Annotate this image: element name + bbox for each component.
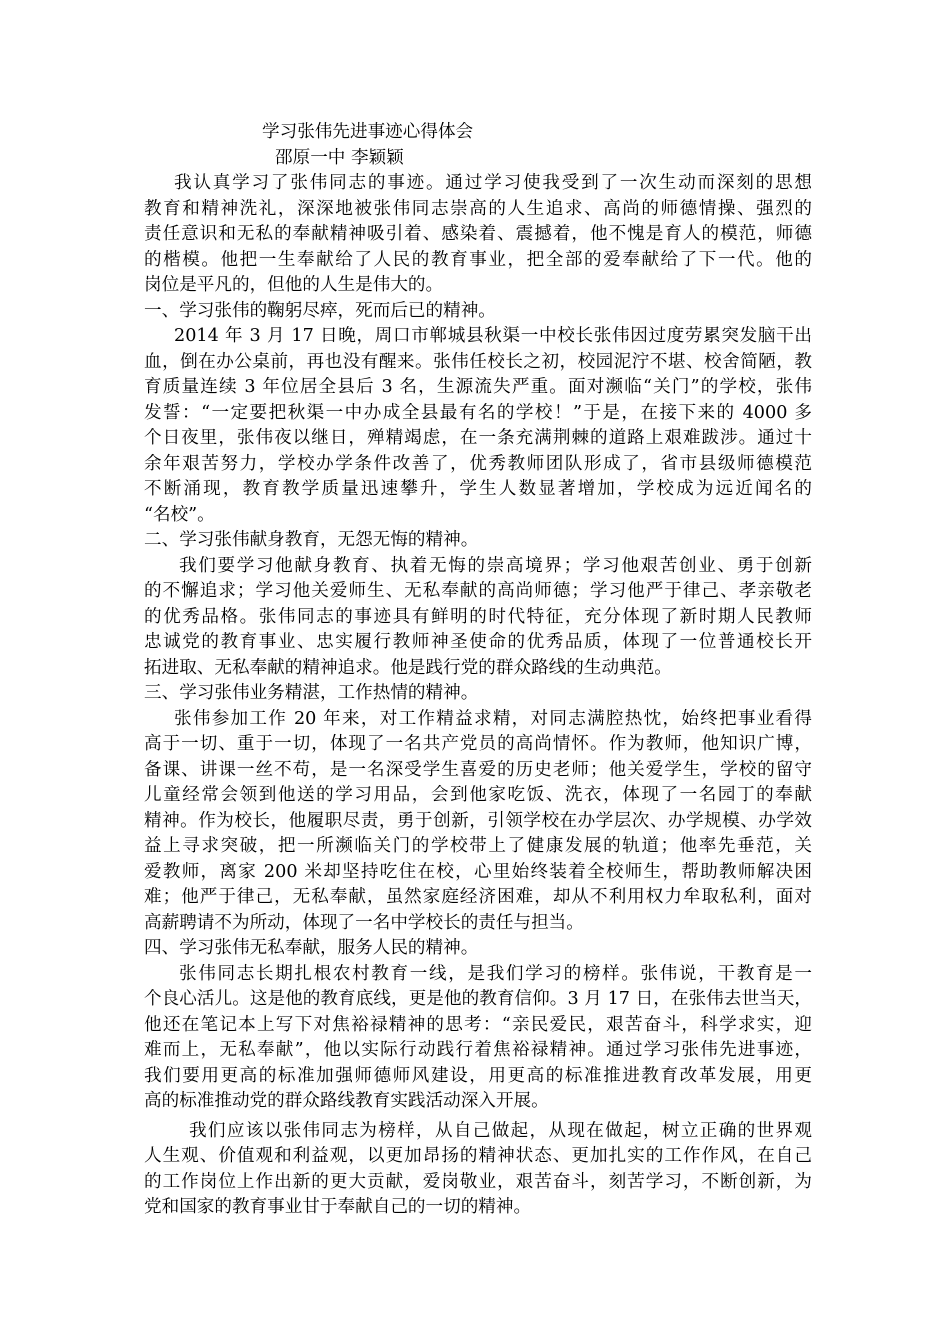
section-heading: 一、学习张伟的鞠躬尽瘁，死而后已的精神。 [144,300,496,321]
paragraph-line: 我们要学习他献身教育、执着无悔的崇高境界；学习他艰苦创业、勇于创新 [179,555,812,576]
section-heading: 三、学习张伟业务精湛，工作热情的精神。 [144,683,479,703]
paragraph-line: 个良心活儿。这是他的教育底线，更是他的教育信仰。3 月 17 日，在张伟去世当天， [144,989,812,1009]
paragraph-line: 高于一切、重于一切，体现了一名共产党员的高尚情怀。作为教师，他知识广博， [144,734,812,754]
paragraph-line: 儿童经常会领到他送的学习用品，会到他家吃饭、洗衣，体现了一名园丁的奉献 [144,785,812,805]
paragraph-line: 的工作岗位上作出新的更大贡献，爱岗敬业，艰苦奋斗，刻苦学习，不断创新，为 [144,1171,812,1192]
paragraph-line: 2014 年 3 月 17 日晚，周口市郸城县秋渠一中校长张伟因过度劳累突发脑干出 [174,326,812,346]
paragraph-line: 备课、讲课一丝不苟，是一名深受学生喜爱的历史老师；他关爱学生，学校的留守 [144,759,812,780]
paragraph-line: 党和国家的教育事业甘于奉献自己的一切的精神。 [144,1197,532,1217]
paragraph-line: 余年艰苦努力，学校办学条件改善了，优秀教师团队形成了，省市县级师德模范 [144,453,812,474]
paragraph-line: 精神。作为校长，他履职尽责，勇于创新，引领学校在办学层次、办学规模、办学效 [144,810,812,831]
paragraph-line: “名校”。 [144,504,215,525]
paragraph-line: 爱教师，离家 200 米却坚持吃住在校，心里始终装着全校师生，帮助教师解决困 [144,861,812,882]
paragraph-line: 益上寻求突破，把一所濒临关门的学校带上了健康发展的轨道；他率先垂范，关 [144,836,812,856]
page-title: 学习张伟先进事迹心得体会 [262,122,474,142]
paragraph-line: 岗位是平凡的，但他的人生是伟大的。 [144,275,444,295]
paragraph-line: 我们应该以张伟同志为榜样，从自己做起，从现在做起，树立正确的世界观 [189,1120,812,1141]
paragraph-line: 难；他严于律己，无私奉献，虽然家庭经济困难，却从不利用权力牟取私利，面对 [144,887,812,907]
section-heading: 二、学习张伟献身教育，无怨无悔的精神。 [144,530,479,550]
paragraph-line: 教育和精神洗礼，深深地被张伟同志崇高的人生追求、高尚的师德情操、强烈的 [144,198,812,219]
paragraph-line: 育质量连续 3 年位居全县后 3 名，生源流失严重。面对濒临“关门”的学校，张伟 [144,377,812,397]
paragraph-line: 血，倒在办公桌前，再也没有醒来。张伟任校长之初，校园泥泞不堪、校舍简陋，教 [144,351,812,372]
paragraph-line: 我认真学习了张伟同志的事迹。通过学习使我受到了一次生动而深刻的思想 [174,173,812,193]
paragraph-line: 的不懈追求；学习他关爱师生、无私奉献的高尚师德；学习他严于律己、孝亲敬老 [144,581,812,601]
section-heading: 四、学习张伟无私奉献，服务人民的精神。 [144,938,479,958]
paragraph-line: 人生观、价值观和利益观，以更加昂扬的精神状态、更加扎实的工作作风，在自己 [144,1146,812,1166]
paragraph-line: 的楷模。他把一生奉献给了人民的教育事业，把全部的爱奉献给了下一代。他的 [144,249,812,270]
paragraph-line: 我们要用更高的标准加强师德师风建设，用更高的标准推进教育改革发展，用更 [144,1065,812,1086]
paragraph-line: 的优秀品格。张伟同志的事迹具有鲜明的时代特征，充分体现了新时期人民教师 [144,606,812,627]
paragraph-line: 不断涌现，教育教学质量迅速攀升，学生人数显著增加，学校成为远近闻名的 [144,479,812,499]
paragraph-line: 高薪聘请不为所动，体现了一名中学校长的责任与担当。 [144,912,584,933]
paragraph-line: 拓进取、无私奉献的精神追求。他是践行党的群众路线的生动典范。 [144,657,672,678]
paragraph-line: 发誓：“一定要把秋渠一中办成全县最有名的学校！”于是，在接下来的 4000 多 [144,402,812,423]
paragraph-line: 高的标准推动党的群众路线教育实践活动深入开展。 [144,1091,549,1111]
paragraph-line: 个日夜里，张伟夜以继日，殚精竭虑，在一条充满荆棘的道路上艰难跋涉。通过十 [144,428,812,448]
paragraph-line: 他还在笔记本上写下对焦裕禄精神的思考：“亲民爱民，艰苦奋斗，科学求实，迎 [144,1014,812,1035]
document-body [144,120,812,1221]
paragraph-line: 张伟参加工作 20 年来，对工作精益求精，对同志满腔热忱，始终把事业看得 [174,708,812,729]
paragraph-line: 张伟同志长期扎根农村教育一线，是我们学习的榜样。张伟说，干教育是一 [179,963,812,984]
paragraph-line: 难而上，无私奉献”，他以实际行动践行着焦裕禄精神。通过学习张伟先进事迹， [144,1040,812,1060]
author-line: 邵原一中 李颖颖 [275,147,404,168]
paragraph-line: 忠诚党的教育事业、忠实履行教师神圣使命的优秀品质，体现了一位普通校长开 [144,632,812,652]
paragraph-line: 责任意识和无私的奉献精神吸引着、感染着、震撼着，他不愧是育人的模范，师德 [144,224,812,244]
